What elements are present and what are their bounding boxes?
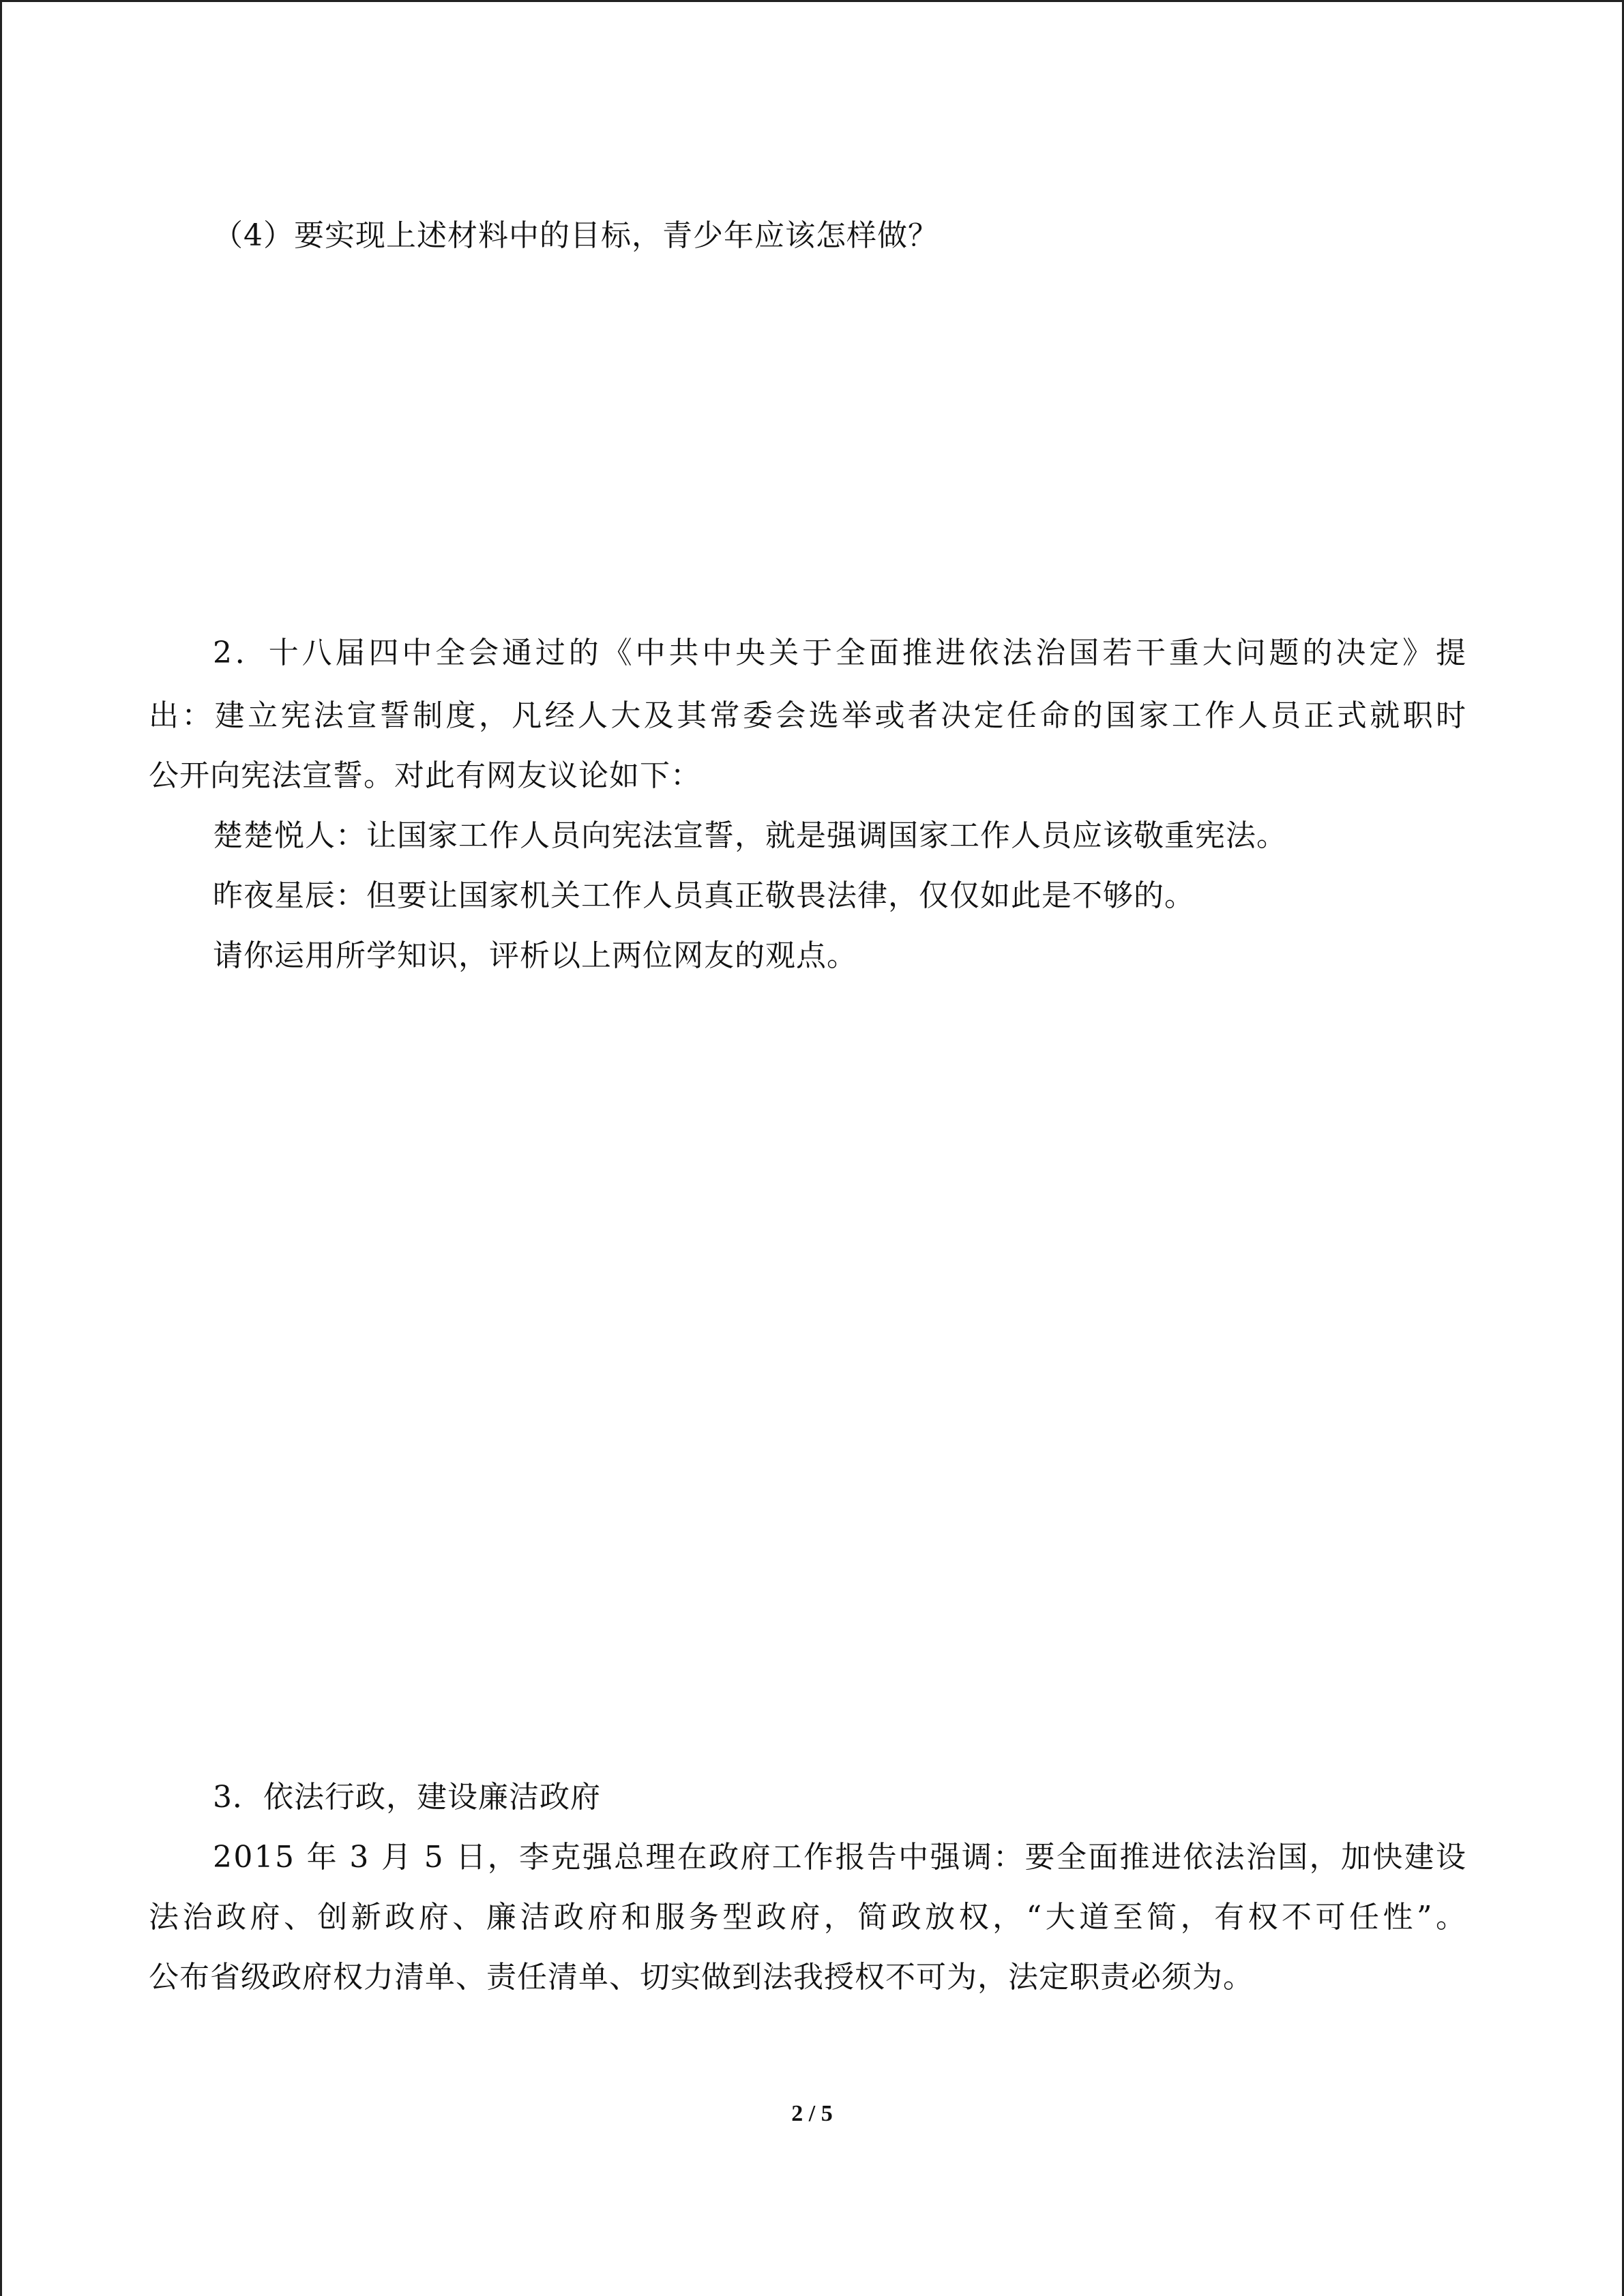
netizen-comment-2: 昨夜星辰：但要让国家机关工作人员真正敬畏法律，仅仅如此是不够的。 bbox=[213, 878, 1195, 913]
question-3-line-3: 公布省级政府权力清单、责任清单、切实做到法我授权不可为，法定职责必须为。 bbox=[149, 1960, 1254, 1995]
question-2-line-1: 2．十八届四中全会通过的《中共中央关于全面推进依法治国若干重大问题的决定》提 bbox=[213, 636, 1469, 670]
question-2-line-3: 公开向宪法宣誓。对此有网友议论如下： bbox=[149, 758, 701, 793]
question-3-line-2: 法治政府、创新政府、廉洁政府和服务型政府，简政放权，“大道至简，有权不可任性”。 bbox=[149, 1900, 1470, 1935]
question-3-heading: 3．依法行政，建设廉洁政府 bbox=[213, 1780, 601, 1815]
netizen-comment-1: 楚楚悦人：让国家工作人员向宪法宣誓，就是强调国家工作人员应该敬重宪法。 bbox=[213, 818, 1287, 853]
page-number: 2 / 5 bbox=[791, 2101, 833, 2126]
question-1-part-4: （4）要实现上述材料中的目标，青少年应该怎样做？ bbox=[213, 218, 939, 253]
question-2-prompt: 请你运用所学知识，评析以上两位网友的观点。 bbox=[213, 938, 857, 973]
question-2-line-2: 出：建立宪法宣誓制度，凡经人大及其常委会选举或者决定任命的国家工作人员正式就职时 bbox=[149, 698, 1469, 733]
question-3-line-1: 2015 年 3 月 5 日，李克强总理在政府工作报告中强调：要全面推进依法治国，加快建设 bbox=[213, 1840, 1468, 1875]
